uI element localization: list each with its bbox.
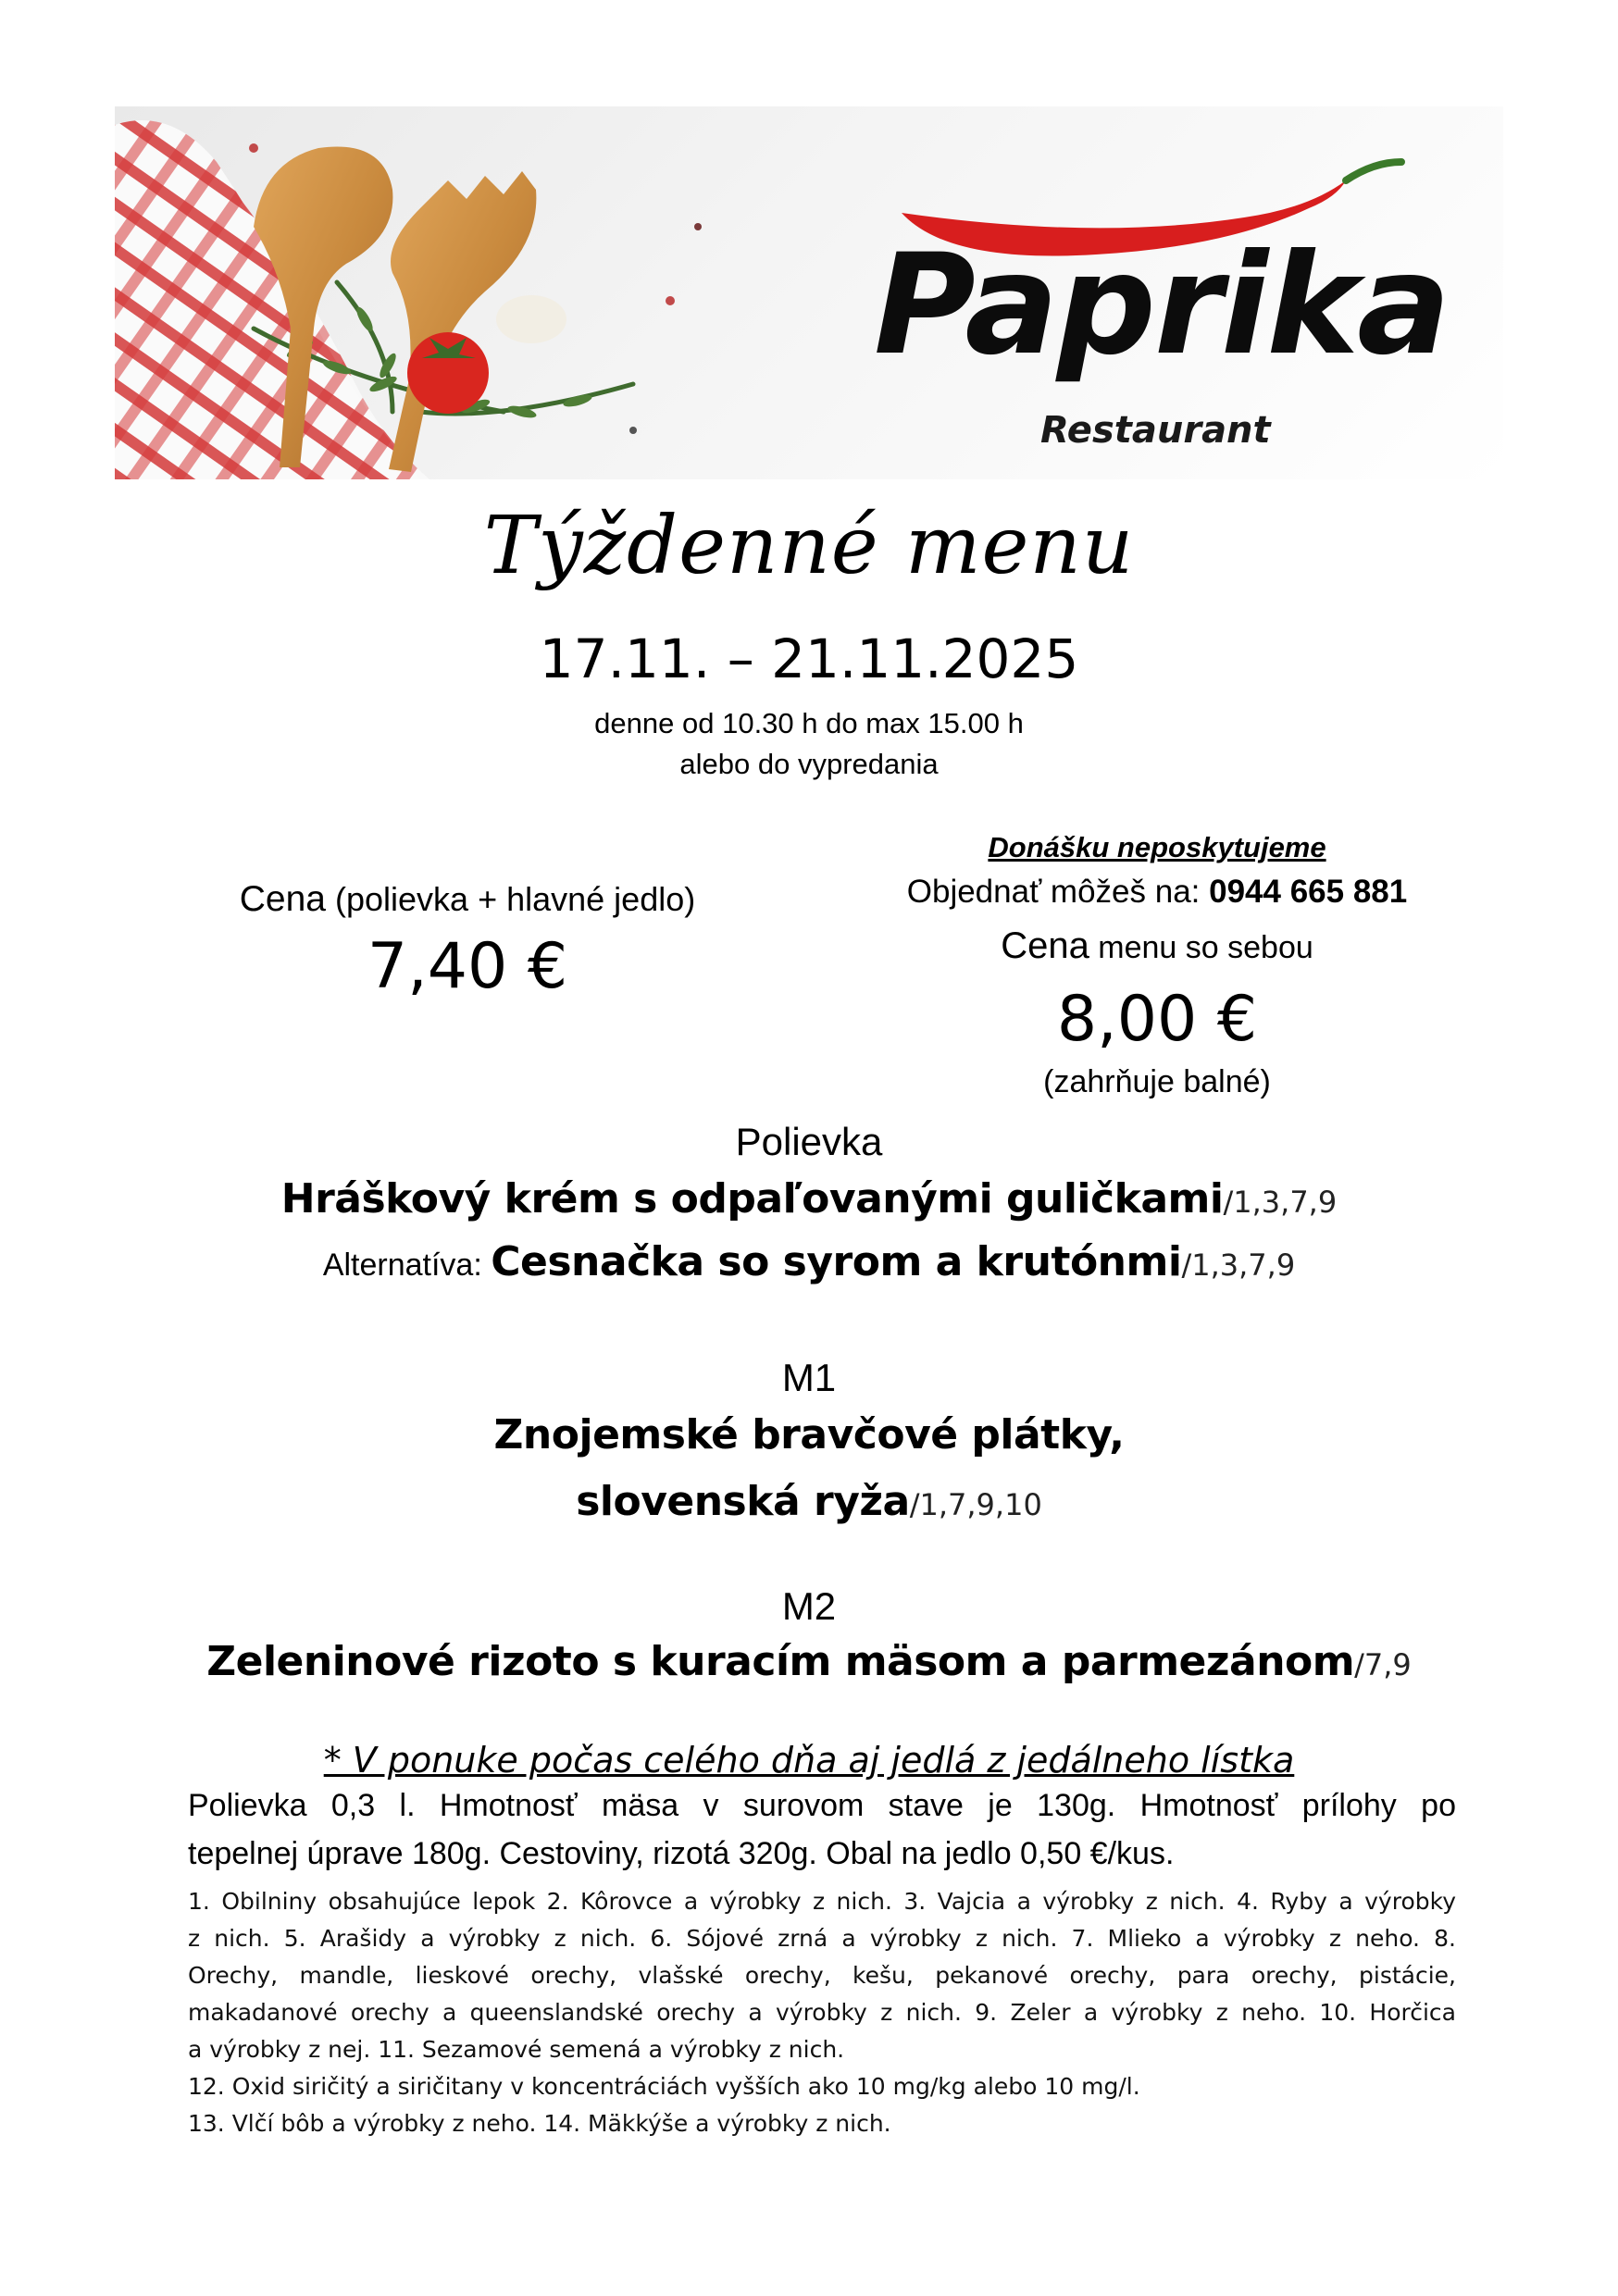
alternative-allergens: /1,3,7,9 [1181,1247,1296,1283]
takeaway-price: 8,00 € [1056,983,1258,1056]
m2-item [0,1638,1618,1685]
packing-note: (zahrňuje balné) [1043,1064,1271,1099]
dine-in-price: 7,40 € [367,930,568,1003]
allergen-line: a výrobky z nej. 11. Sezamové semená a výrobky z nich. [188,2036,845,2063]
allergen-line: 1. Obilniny obsahujúce lepok 2. Kôrovce a výrobky z nich. 3. Vajcia a výrobky z nich. 4. Ryby a výrobky [188,1888,1456,1915]
order-contact [833,874,1481,911]
takeaway-price-desc: menu so sebou [1089,930,1313,965]
m1-heading: M1 [781,1356,837,1399]
menu-dates: 17.11. – 21.11.2025 [539,627,1079,690]
portion-info [188,1781,1456,1878]
allergen-line: makadanové orechy a queenslandské orechy a výrobky z nich. 9. Zeler a výrobky z neho. 10. Horčica [188,1999,1456,2026]
m2-allergens: /7,9 [1354,1647,1412,1682]
alternative-label: Alternatíva: [322,1247,492,1283]
all-day-note: * V ponuke počas celého dňa aj jedlá z jedálneho lístka [323,1740,1295,1781]
page-title: Týždenné menu [483,500,1135,592]
m1-name-line2: slovenská ryža [576,1478,910,1525]
allergen-line: 13. Vlčí bôb a výrobky z neho. 14. Mäkkýše a výrobky z nich. [188,2110,891,2137]
serving-hours-note: alebo do vypredania [679,748,939,780]
takeaway-price-label [833,925,1481,967]
soup-allergens: /1,3,7,9 [1223,1185,1338,1220]
portion-line-2: tepelnej úprave 180g. Cestoviny, rizotá 320g. Obal na jedlo 0,50 €/kus. [188,1836,1175,1871]
alternative-name: Cesnačka so syrom a krutónmi [491,1238,1182,1285]
m1-name-line1: Znojemské bravčové plátky, [493,1411,1125,1458]
takeaway-price-word: Cena [1001,925,1089,966]
m1-allergens: /1,7,9,10 [909,1487,1042,1522]
m2-name: Zeleninové rizoto s kuracím mäsom a parmezánom [206,1638,1355,1685]
allergen-line: 12. Oxid siričitý a siričitany v koncentráciách vyšších ako 10 mg/kg alebo 10 mg/l. [188,2073,1140,2100]
dine-in-price-desc: (polievka + hlavné jedlo) [326,880,696,918]
logo-subtitle: Restaurant [1040,409,1271,452]
portion-line-1: Polievka 0,3 l. Hmotnosť mäsa v surovom stave je 130g. Hmotnosť prílohy po [188,1788,1456,1823]
dine-in-price-word: Cena [239,879,326,919]
soup-heading: Polievka [735,1120,883,1163]
order-phone[interactable]: 0944 665 881 [1209,874,1408,910]
order-text: Objednať môžeš na: [906,874,1210,910]
restaurant-banner [115,106,1503,479]
dine-in-price-label [171,879,764,920]
m2-heading: M2 [781,1584,837,1628]
allergen-line: z nich. 5. Arašidy a výrobky z nich. 6. Sójové zrná a výrobky z nich. 7. Mlieko a výrobky z neho. 8. [188,1925,1456,1952]
allergen-line: Orechy, mandle, lieskové orechy, vlašské orechy, kešu, pekanové orechy, para orechy, pistácie, [188,1962,1456,1989]
allergen-list [188,1883,1456,2142]
delivery-note: Donášku neposkytujeme [988,831,1326,863]
soup-item [0,1175,1618,1222]
logo-wordmark: Paprika [874,225,1450,386]
serving-hours: denne od 10.30 h do max 15.00 h [594,707,1024,739]
soup-name: Hráškový krém s odpaľovanými guličkami [280,1175,1224,1222]
soup-alternative [0,1238,1618,1285]
m1-item-line2 [0,1478,1618,1525]
